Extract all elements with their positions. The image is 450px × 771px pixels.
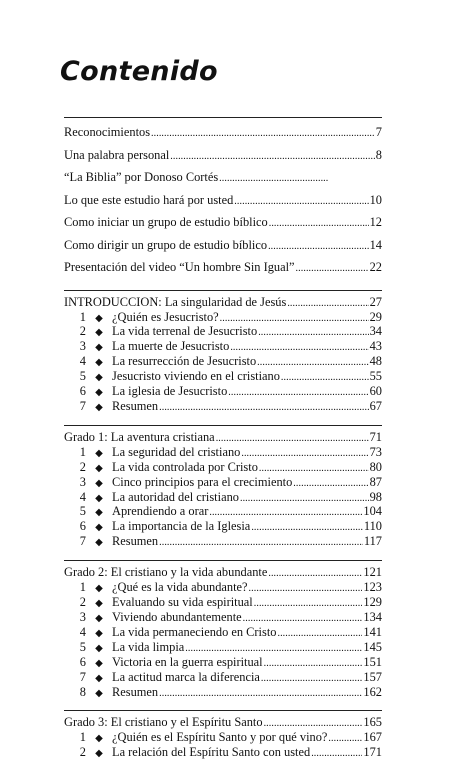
entry-number: 2: [79, 459, 86, 474]
entry-number: 7: [79, 669, 86, 684]
toc-entry: [64, 235, 382, 258]
entry-label: Evaluando su vida espiritual: [112, 595, 253, 610]
entry-page-number: 7: [375, 125, 382, 139]
entry-label: ¿Quién es Jesucristo?: [112, 309, 219, 324]
dot-leader: [264, 717, 363, 731]
toc-section: [64, 425, 382, 550]
entry-page-number: 167: [363, 730, 382, 745]
dot-leader: [249, 583, 363, 596]
entry-page-number: 67: [369, 398, 382, 413]
entry-page-number: 98: [369, 489, 382, 504]
entry-page-number: 134: [363, 610, 382, 624]
dot-leader: [293, 478, 368, 491]
dot-leader: [159, 688, 362, 701]
entry-page-number: 34: [369, 324, 382, 339]
diamond-bullet-icon: ◆: [95, 537, 103, 549]
toc-entry: [64, 746, 382, 761]
diamond-bullet-icon: ◆: [95, 387, 103, 399]
entry-label: Victoria en la guerra espiritual: [112, 654, 263, 669]
toc-section: [64, 560, 382, 700]
entry-page-number: 123: [363, 580, 382, 595]
entry-page-number: 171: [363, 745, 382, 760]
diamond-bullet-icon: ◆: [95, 642, 103, 654]
entry-page-number: 27: [369, 294, 382, 309]
page-title: Contenido: [60, 56, 218, 87]
entry-number: 4: [79, 489, 86, 504]
entry-page-number: 71: [369, 429, 382, 444]
toc-entry: [64, 491, 382, 506]
entry-page-number: 12: [369, 215, 382, 229]
toc-entry: [64, 476, 382, 491]
toc-entry: [64, 520, 382, 535]
entry-label: La relación del Espíritu Santo con usted: [112, 745, 311, 760]
diamond-bullet-icon: ◆: [95, 583, 103, 595]
dot-leader: [234, 191, 368, 213]
entry-label: ¿Qué es la vida abundante?: [112, 580, 248, 595]
toc-entry: [64, 167, 382, 190]
diamond-bullet-icon: ◆: [95, 507, 103, 519]
toc-entry: [64, 596, 382, 611]
toc-entry: [64, 626, 382, 641]
entry-page-number: 73: [369, 444, 382, 459]
entry-number: 2: [79, 745, 86, 760]
dot-leader: [259, 463, 369, 476]
entry-number: 7: [79, 534, 86, 549]
dot-leader: [296, 258, 369, 280]
diamond-bullet-icon: ◆: [95, 733, 103, 745]
entry-label: La vida controlada por Cristo: [112, 459, 258, 474]
diamond-bullet-icon: ◆: [95, 657, 103, 669]
entry-page-number: 48: [369, 354, 382, 369]
dot-leader: [159, 402, 368, 415]
dot-leader: [264, 658, 363, 671]
toc-entry: [64, 385, 382, 400]
toc-entry: [64, 461, 382, 476]
toc-entry: [64, 355, 382, 370]
entry-number: 5: [79, 639, 86, 654]
dot-leader: [268, 567, 362, 581]
entry-page-number: 141: [363, 624, 382, 639]
entry-label: Cinco principios para el crecimiento: [112, 474, 293, 489]
entry-label: Jesucristo viviendo en el cristiano: [112, 369, 280, 384]
entry-label: Como iniciar un grupo de estudio bíblico: [64, 215, 268, 229]
entry-page-number: 165: [363, 715, 382, 730]
diamond-bullet-icon: ◆: [95, 627, 103, 639]
toc-section: [64, 290, 382, 415]
diamond-bullet-icon: ◆: [95, 327, 103, 339]
dot-leader: [268, 236, 369, 258]
entry-page-number: 87: [369, 474, 382, 489]
dot-leader: [281, 372, 369, 385]
entry-page-number: 157: [363, 669, 382, 684]
dot-leader: [228, 387, 368, 400]
entry-label: Resumen: [112, 534, 159, 549]
entry-page-number: 121: [363, 565, 382, 580]
entry-label: La vida permaneciendo en Cristo: [112, 624, 277, 639]
entry-label: Como dirigir un grupo de estudio bíblico: [64, 237, 268, 252]
toc-entry: [64, 370, 382, 385]
dot-leader: [261, 673, 362, 686]
dot-leader: [328, 733, 362, 746]
entry-page-number: 145: [363, 639, 382, 654]
toc-entry: [64, 145, 382, 168]
dot-leader: [241, 448, 368, 461]
dot-leader: [287, 297, 368, 311]
dot-leader: [240, 493, 369, 506]
entry-label: Grado 2: El cristiano y la vida abundante: [64, 565, 268, 580]
entry-number: 3: [79, 610, 86, 624]
diamond-bullet-icon: ◆: [95, 372, 103, 384]
toc-entry: [64, 656, 382, 671]
section-heading-row: [64, 715, 382, 731]
entry-number: 6: [79, 654, 86, 669]
entry-page-number: 151: [363, 654, 382, 669]
entry-label: Lo que este estudio hará por usted: [64, 192, 234, 207]
toc-entry: [64, 446, 382, 461]
toc-entry: [64, 641, 382, 656]
dot-leader: [159, 537, 363, 550]
entry-label: Grado 3: El cristiano y el Espíritu Santo: [64, 715, 263, 730]
dot-leader: [216, 432, 369, 446]
toc-entry: [64, 325, 382, 340]
entry-label: Aprendiendo a orar: [112, 504, 209, 519]
entry-label: La vida limpia: [112, 639, 185, 654]
entry-page-number: 129: [363, 595, 382, 610]
entry-label: La importancia de la Iglesia: [112, 519, 251, 534]
entry-number: 4: [79, 354, 86, 369]
entry-number: 3: [79, 339, 86, 354]
entry-label: La actitud marca la diferencia: [112, 669, 260, 684]
toc-entry: [64, 340, 382, 355]
entry-number: 1: [79, 730, 86, 745]
entry-page-number: 80: [369, 459, 382, 474]
entry-number: 1: [79, 580, 86, 595]
entry-number: 2: [79, 595, 86, 610]
diamond-bullet-icon: ◆: [95, 522, 103, 534]
toc-entry: [64, 686, 382, 701]
toc-entry: [64, 122, 382, 145]
entry-number: 2: [79, 324, 86, 339]
section-heading-row: [64, 295, 382, 311]
dot-leader: [311, 748, 362, 761]
diamond-bullet-icon: ◆: [95, 401, 103, 413]
entry-number: 1: [79, 309, 86, 324]
dot-leader: [151, 123, 375, 145]
entry-number: 5: [79, 369, 86, 384]
toc-section: [64, 710, 382, 761]
toc-entry: [64, 190, 382, 213]
dot-leader: [170, 146, 375, 168]
section-heading-row: [64, 430, 382, 446]
entry-label: Grado 1: La aventura cristiana: [64, 429, 215, 444]
diamond-bullet-icon: ◆: [95, 462, 103, 474]
entry-label: ¿Quién es el Espíritu Santo y por qué vino?: [112, 730, 328, 745]
toc-entry: [64, 505, 382, 520]
entry-page-number: 60: [369, 384, 382, 399]
diamond-bullet-icon: ◆: [95, 687, 103, 699]
entry-number: 5: [79, 504, 86, 519]
entry-label: La muerte de Jesucristo: [112, 339, 230, 354]
toc-entry: [64, 611, 382, 626]
entry-page-number: 8: [375, 147, 382, 162]
entry-page-number: 162: [363, 684, 382, 699]
entry-page-number: 43: [369, 339, 382, 354]
entry-page-number: 104: [363, 504, 382, 519]
entry-page-number: 10: [369, 192, 382, 207]
dot-leader: [185, 643, 362, 656]
entry-label: La seguridad del cristiano: [112, 444, 241, 459]
entry-number: 6: [79, 519, 86, 534]
entry-label: La autoridad del cristiano: [112, 489, 239, 504]
entry-number: 3: [79, 474, 86, 489]
entry-number: 6: [79, 384, 86, 399]
diamond-bullet-icon: ◆: [95, 477, 103, 489]
toc-entry: [64, 400, 382, 415]
entry-number: 1: [79, 444, 86, 459]
entry-label: La iglesia de Jesucristo: [112, 384, 228, 399]
entry-page-number: 29: [369, 309, 382, 324]
diamond-bullet-icon: ◆: [95, 492, 103, 504]
dot-leader: [254, 598, 363, 611]
front-matter-section: [64, 117, 382, 280]
entry-page-number: 14: [369, 237, 382, 252]
entry-number: 4: [79, 624, 86, 639]
entry-page-number: 110: [363, 519, 382, 534]
dot-leader: [219, 168, 329, 190]
toc-entry: [64, 581, 382, 596]
entry-page-number: 117: [363, 534, 382, 549]
entry-label: Presentación del video “Un hombre Sin Igual”: [64, 260, 295, 274]
dot-leader: [243, 613, 363, 626]
diamond-bullet-icon: ◆: [95, 342, 103, 354]
toc-entry: [64, 671, 382, 686]
entry-label: Reconocimientos: [64, 125, 151, 139]
table-of-contents: [64, 117, 382, 771]
entry-page-number: 22: [369, 260, 382, 274]
entry-label: “La Biblia” por Donoso Cortés: [64, 170, 219, 184]
dot-leader: [251, 522, 363, 535]
diamond-bullet-icon: ◆: [95, 598, 103, 610]
dot-leader: [277, 628, 362, 641]
diamond-bullet-icon: ◆: [95, 357, 103, 369]
section-heading-row: [64, 565, 382, 581]
entry-label: Resumen: [112, 398, 159, 413]
entry-page-number: 55: [369, 369, 382, 384]
entry-number: 8: [79, 684, 86, 699]
toc-entry: [64, 535, 382, 550]
entry-label: Resumen: [112, 684, 159, 699]
diamond-bullet-icon: ◆: [95, 613, 103, 624]
toc-entry: [64, 257, 382, 280]
toc-entry: [64, 731, 382, 746]
diamond-bullet-icon: ◆: [95, 447, 103, 459]
entry-label: INTRODUCCION: La singularidad de Jesús: [64, 294, 287, 309]
diamond-bullet-icon: ◆: [95, 312, 103, 324]
entry-label: La resurrección de Jesucristo: [112, 354, 257, 369]
entry-label: La vida terrenal de Jesucristo: [112, 324, 258, 339]
entry-label: Viviendo abundantemente: [112, 610, 242, 624]
toc-entry: [64, 212, 382, 235]
entry-label: Una palabra personal: [64, 147, 170, 162]
entry-number: 7: [79, 398, 86, 413]
diamond-bullet-icon: ◆: [95, 672, 103, 684]
toc-entry: [64, 311, 382, 326]
dot-leader: [269, 213, 369, 235]
diamond-bullet-icon: ◆: [95, 748, 103, 760]
dot-leader: [258, 327, 368, 340]
